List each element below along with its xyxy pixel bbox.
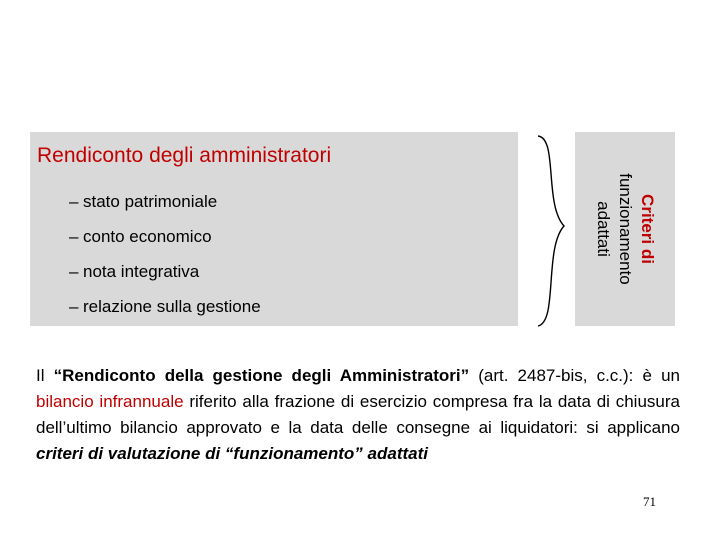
bullet-dash: – — [69, 192, 79, 211]
text-run-bold: “Rendiconto della gestione degli Amministratori” — [53, 366, 470, 385]
list-item — [69, 184, 261, 219]
text-run-bold-italic: criteri di valutazione di “funzionamento” adattati — [36, 444, 428, 463]
text-run: Il — [36, 366, 54, 385]
bullet-dash: – — [69, 227, 79, 246]
brace-icon — [536, 134, 568, 328]
bullet-text: relazione sulla gestione — [83, 297, 261, 316]
side-label-line: funzionamento — [616, 173, 635, 285]
bullet-dash: – — [69, 297, 79, 316]
side-label-line: Criteri di — [638, 194, 657, 264]
list-item — [69, 289, 261, 324]
text-run: (art. 2487-bis, c.c.): è un — [469, 366, 680, 385]
list-item — [69, 219, 261, 254]
bullet-text: stato patrimoniale — [83, 192, 218, 211]
side-panel — [575, 132, 675, 326]
bullet-text: conto economico — [83, 227, 212, 246]
side-label-line: adattati — [594, 201, 613, 257]
list-item — [69, 254, 261, 289]
text-run-highlight: bilancio infrannuale — [36, 392, 184, 411]
bullet-text: nota integrativa — [83, 262, 200, 281]
page-number: 71 — [643, 494, 656, 509]
section-title: Rendiconto degli amministratori — [37, 144, 332, 167]
body-paragraph — [36, 363, 680, 467]
text-run: riferito alla frazione di esercizio compresa fra la data di chiusura dell’ultimo bilancio approvato e la data delle consegne ai liquidatori: si applicano — [36, 392, 680, 437]
bullet-dash: – — [69, 262, 79, 281]
side-label — [575, 132, 675, 326]
bullet-list — [69, 184, 261, 324]
